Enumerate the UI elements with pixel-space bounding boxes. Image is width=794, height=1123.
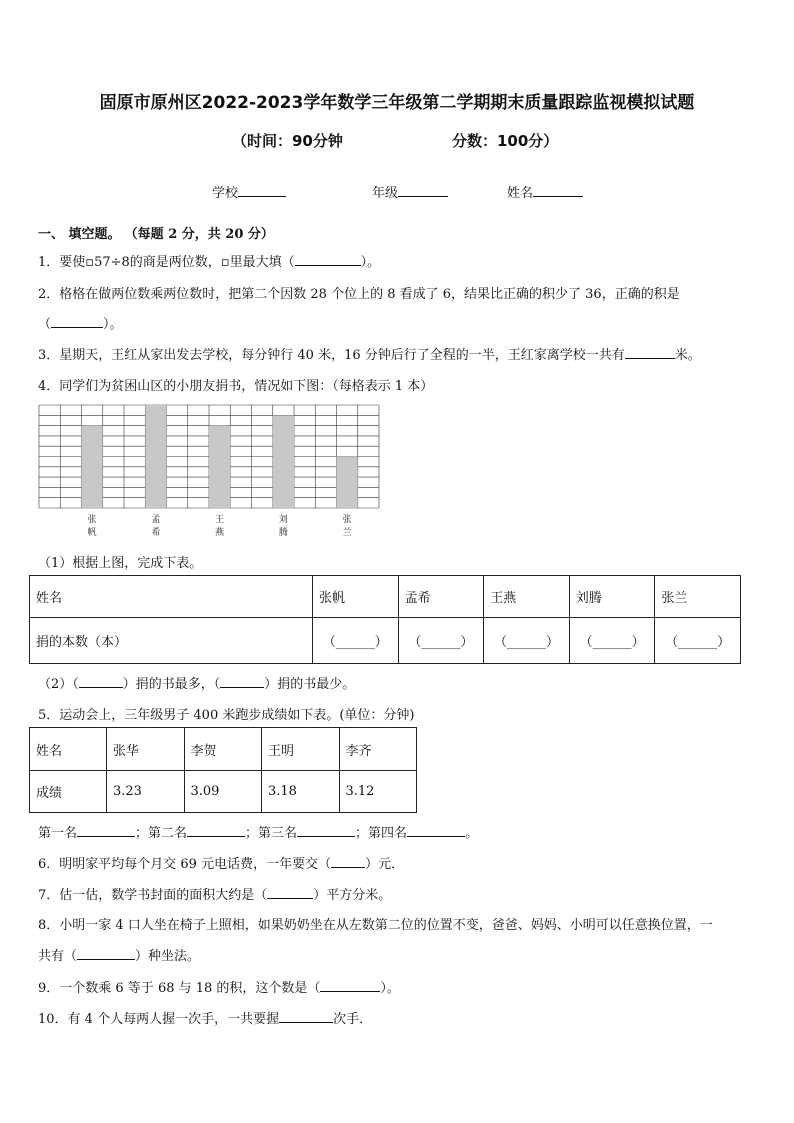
answer-cell[interactable]: （______） [398,618,484,664]
q1-answer-blank[interactable] [295,253,361,266]
second-place-blank[interactable] [187,824,245,837]
race-table [29,727,417,813]
school-label: 学校 [212,186,239,201]
x-tick-label: 刘 [278,515,288,525]
table-header-cell: 李贺 [184,728,262,771]
answer-cell[interactable]: （______） [655,618,741,664]
name-field[interactable] [507,182,583,201]
fourth-place-blank[interactable] [407,824,465,837]
answer-cell[interactable]: （______） [569,618,655,664]
table-row [30,728,417,771]
grade-field[interactable] [372,182,448,201]
table-row [30,618,741,664]
x-tick-label: 燕 [215,528,225,538]
q10-answer-blank[interactable] [279,1010,333,1023]
table-cell: 3.18 [262,771,340,813]
x-tick-label: 王 [215,515,225,525]
table-header-cell: 姓名 [30,728,107,771]
table-cell: 3.12 [339,771,417,813]
table-header-cell: 张华 [107,728,185,771]
third-place-blank[interactable] [297,824,355,837]
question-2-line2: （ ）。 [38,317,123,332]
chart-x-labels [88,513,352,538]
x-tick-label: 腾 [278,528,288,538]
table-header-cell: 王明 [262,728,340,771]
table-header-cell: 李齐 [339,728,417,771]
answer-cell[interactable]: （______） [313,618,399,664]
bar-刘腾 [273,415,294,508]
donation-table [29,575,741,664]
x-tick-label: 希 [151,528,161,538]
bar-张兰 [337,457,358,509]
question-7: 7．估一估，数学书封面的面积大约是（ ）平方分米。 [38,888,392,903]
question-8: 8．小明一家 4 口人坐在椅子上照相，如果奶奶坐在从左数第二位的位置不变，爸爸、妈妈、小明可以任意换位置，一 [38,918,713,933]
question-6: 6．明明家平均每个月交 69 元电话费，一年要交（ ）元． [38,857,405,872]
x-tick-label: 孟 [151,515,161,525]
bar-张帆 [82,426,103,508]
question-1: 1．要使▫57÷8的商是两位数，▫里最大填（ ）。 [38,255,381,270]
name-label: 姓名 [507,186,534,201]
table-header-cell: 姓名 [30,576,313,618]
table-header-cell: 张帆 [313,576,399,618]
table-header-cell: 王燕 [484,576,570,618]
first-place-blank[interactable] [77,824,135,837]
question-5: 5．运动会上，三年级男子 400 米跑步成绩如下表。(单位：分钟) [38,708,415,723]
answer-cell[interactable]: （______） [484,618,570,664]
x-tick-label: 张 [342,515,352,525]
table-row [30,576,741,618]
q6-answer-blank[interactable] [331,855,365,868]
section-1-heading: 一、 填空题。 （每题 2 分，共 20 分） [38,227,274,242]
question-3: 3．星期天，王红从家出发去学校，每分钟行 40 米，16 分钟后行了全程的一半，王红家离学校一共有 米。 [38,348,701,363]
grade-label: 年级 [372,186,399,201]
q2-answer-blank[interactable] [51,315,103,328]
time-label: （时间：90分钟 [232,132,343,150]
table-header-cell: 孟希 [398,576,484,618]
donation-bar-chart [38,403,380,540]
question-8-line2: 共有（ ）种坐法。 [38,949,201,964]
school-field[interactable] [212,182,286,201]
x-tick-label: 兰 [342,528,352,538]
table-row [30,771,417,813]
table-header-cell: 张兰 [655,576,741,618]
question-2: 2．格格在做两位数乘两位数时，把第二个因数 28 个位上的 8 看成了 6，结果比正确的积少了 36，正确的积是 [38,287,680,302]
question-10: 10．有 4 个人每两人握一次手，一共要握 次手． [38,1012,373,1027]
q7-answer-blank[interactable] [267,886,313,899]
x-tick-label: 帆 [87,528,97,538]
bar-孟希 [145,405,166,508]
question-4-sub1: （1）根据上图，完成下表。 [38,556,203,571]
bar-王燕 [209,426,230,508]
table-header-cell: 刘腾 [569,576,655,618]
page-title: 固原市原州区2022-2023学年数学三年级第二学期期末质量跟踪监视模拟试题 [99,93,695,113]
score-label: 分数：100分） [452,132,559,150]
question-4-sub2: （2）（ ）捐的书最多，（ ）捐的书最少。 [38,677,356,692]
question-9: 9．一个数乘 6 等于 68 与 18 的积，这个数是（ ）。 [38,981,400,996]
q8-answer-blank[interactable] [77,947,135,960]
table-cell: 3.23 [107,771,185,813]
q3-answer-blank[interactable] [625,346,675,359]
question-5-ranking: 第一名 ；第二名 ；第三名 ；第四名 。 [38,826,479,841]
most-blank[interactable] [79,675,123,688]
least-blank[interactable] [220,675,264,688]
q9-answer-blank[interactable] [320,979,380,992]
question-4: 4．同学们为贫困山区的小朋友捐书，情况如下图：（每格表示 1 本） [38,379,434,394]
x-tick-label: 张 [87,515,97,525]
table-cell: 3.09 [184,771,262,813]
table-cell: 成绩 [30,771,107,813]
table-row-label: 捐的本数（本） [30,618,313,664]
